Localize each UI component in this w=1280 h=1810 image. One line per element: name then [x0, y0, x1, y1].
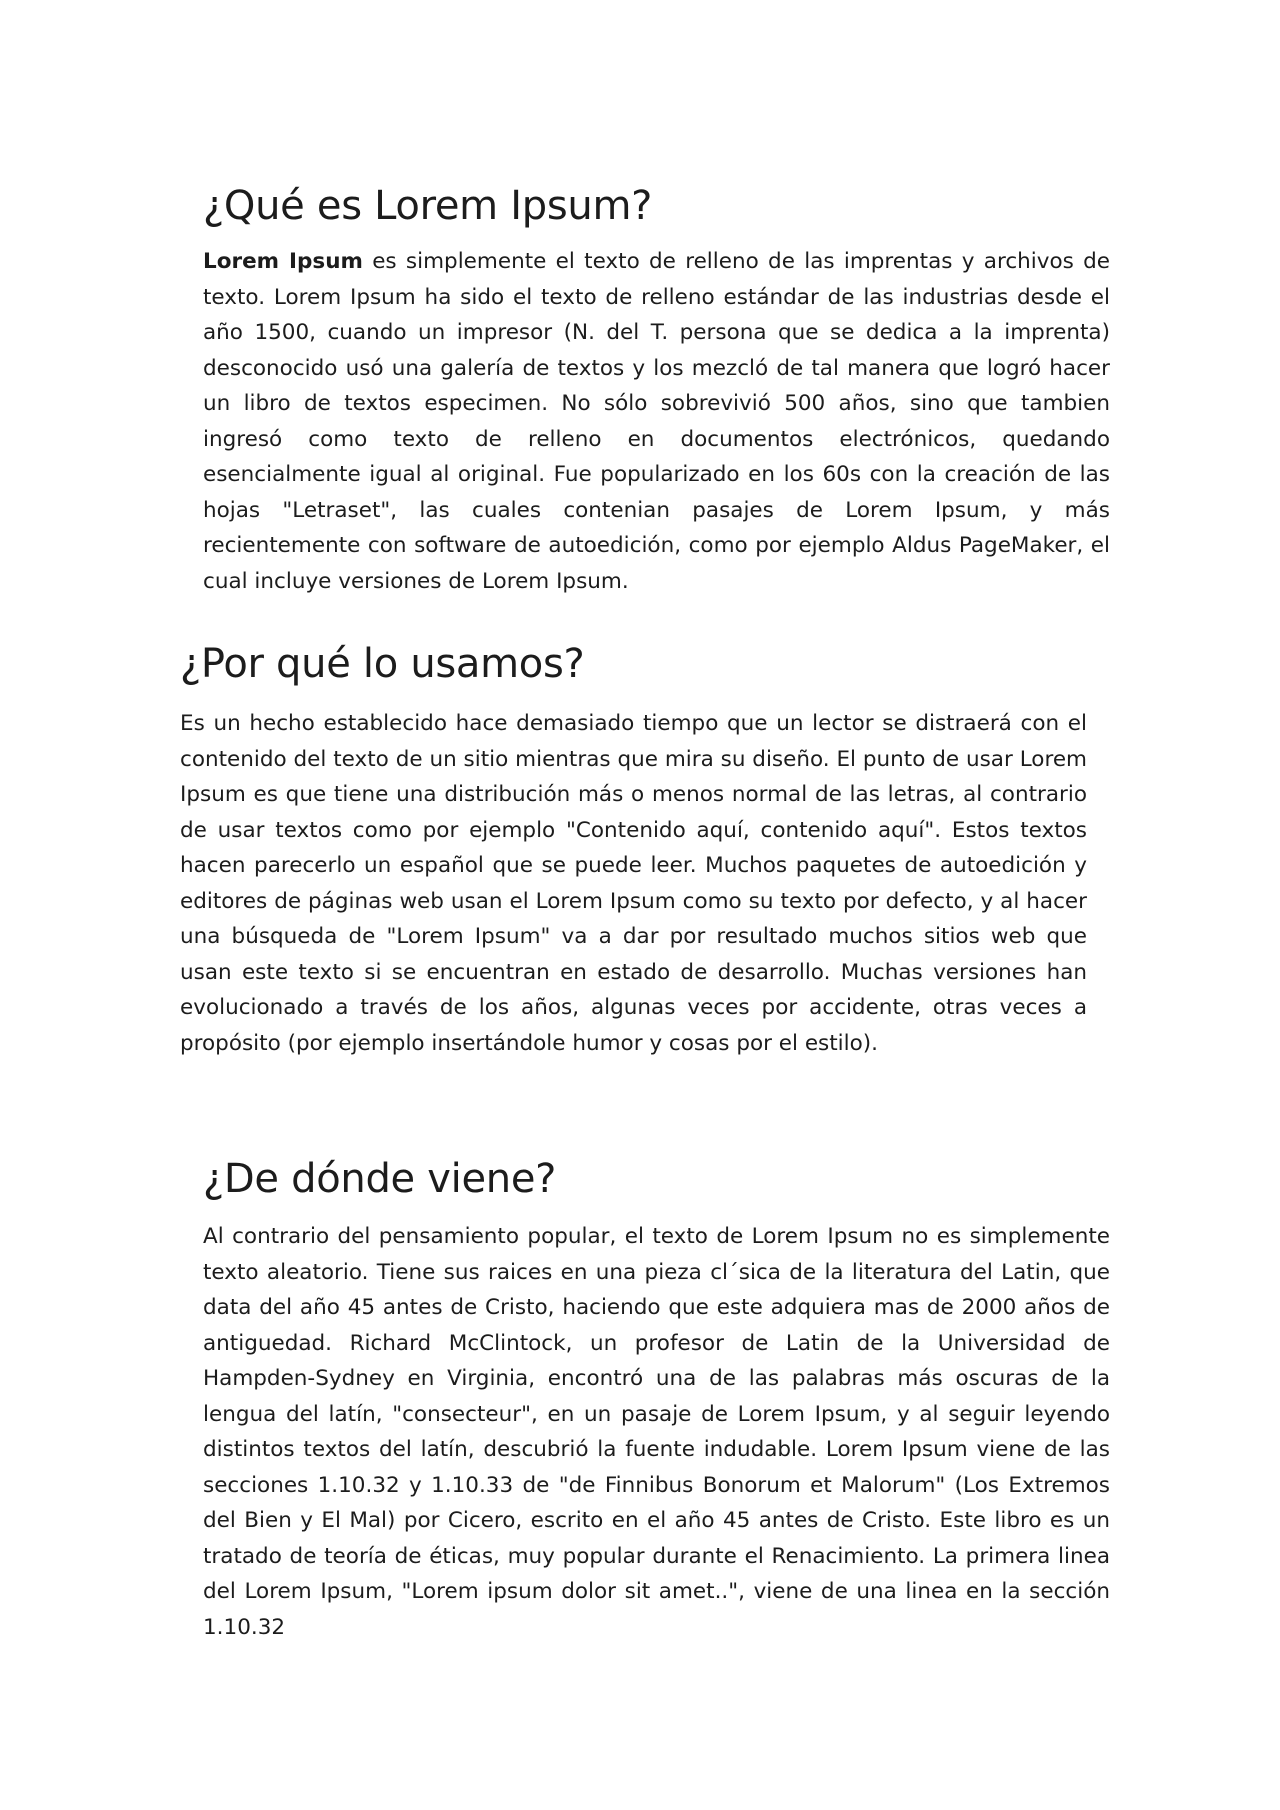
lead-bold-text: Lorem Ipsum: [203, 249, 363, 274]
paragraph-que-es: [203, 244, 1110, 599]
paragraph-por-que: Es un hecho establecido hace demasiado tiempo que un lector se distraerá con el contenido del texto de un sitio mientras que mira su diseño. El punto de usar Lorem Ipsum es que tiene una distribución más o menos normal de las letras, al contrario de usar textos como por ejemplo "Contenido aquí, contenido aquí". Estos textos hacen parecerlo un español que se puede leer. Muchos paquetes de autoedición y editores de páginas web usan el Lorem Ipsum como su texto por defecto, y al hacer una búsqueda de "Lorem Ipsum" va a dar por resultado muchos sitios web que usan este texto si se encuentran en estado de desarrollo. Muchas versiones han evolucionado a través de los años, algunas veces por accidente, otras veces a propósito (por ejemplo insertándole humor y cosas por el estilo).: [180, 711, 1087, 1056]
heading-por-que: ¿Por qué lo usamos?: [180, 641, 585, 687]
heading-de-donde: ¿De dónde viene?: [203, 1156, 557, 1202]
paragraph-text: es simplemente el texto de relleno de las imprentas y archivos de texto. Lorem Ipsum ha sido el texto de relleno estándar de las industrias desde el año 1500, cuando un impresor (N. del T. persona que se dedica a la imprenta) desconocido usó una galería de textos y los mezcló de tal manera que logró hacer un libro de textos especimen. No sólo sobrevivió 500 años, sino que tambien ingresó como texto de relleno en documentos electrónicos, quedando esencialmente igual al original. Fue popularizado en los 60s con la creación de las hojas "Letraset", las cuales contenian pasajes de Lorem Ipsum, y más recientemente con software de autoedición, como por ejemplo Aldus PageMaker, el cual incluye versiones de Lorem Ipsum.: [203, 249, 1110, 594]
paragraph-de-donde: Al contrario del pensamiento popular, el texto de Lorem Ipsum no es simplemente texto aleatorio. Tiene sus raices en una pieza cl´sica de la literatura del Latin, que data del año 45 antes de Cristo, haciendo que este adquiera mas de 2000 años de antiguedad. Richard McClintock, un profesor de Latin de la Universidad de Hampden-Sydney en Virginia, encontró una de las palabras más oscuras de la lengua del latín, "consecteur", en un pasaje de Lorem Ipsum, y al seguir leyendo distintos textos del latín, descubrió la fuente indudable. Lorem Ipsum viene de las secciones 1.10.32 y 1.10.33 de "de Finnibus Bonorum et Malorum" (Los Extremos del Bien y El Mal) por Cicero, escrito en el año 45 antes de Cristo. Este libro es un tratado de teoría de éticas, muy popular durante el Renacimiento. La primera linea del Lorem Ipsum, "Lorem ipsum dolor sit amet..", viene de una linea en la sección 1.10.32: [203, 1224, 1110, 1640]
heading-que-es: ¿Qué es Lorem Ipsum?: [203, 183, 653, 229]
section-por-que: [180, 636, 1087, 1061]
section-de-donde: [203, 1151, 1110, 1645]
section-que-es: [203, 178, 1110, 599]
